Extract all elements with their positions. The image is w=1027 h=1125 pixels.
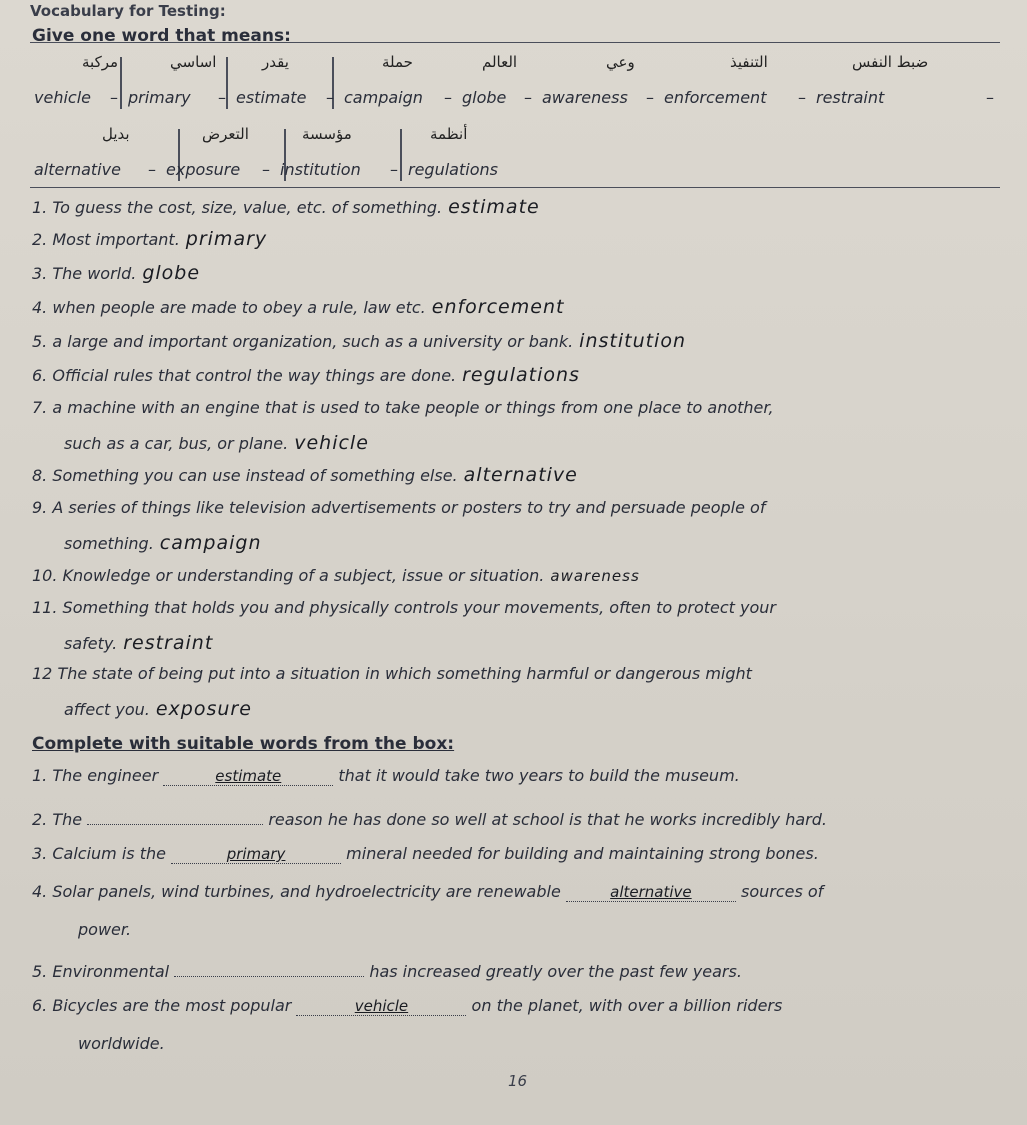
box-word: campaign	[344, 88, 423, 107]
box-word: globe	[462, 88, 507, 107]
definition-item: 8. Something you can use instead of something else. alternative	[32, 464, 578, 486]
definition-item: 9. A series of things like television advertisements or posters to try and persuade people of	[32, 498, 766, 517]
arabic-gloss: التعرض	[202, 125, 249, 143]
definition-item: 12 The state of being put into a situation in which something harmful or dangerous might	[32, 664, 752, 683]
handwritten-answer: estimate	[448, 196, 540, 218]
box-word: awareness	[542, 88, 628, 107]
box-word: regulations	[408, 160, 498, 179]
handwritten-answer: campaign	[159, 532, 262, 554]
handwritten-answer: regulations	[462, 364, 580, 386]
answer-blank[interactable]: estimate	[163, 767, 333, 786]
definition-continuation: safety. restraint	[64, 632, 214, 654]
sentence-item: 4. Solar panels, wind turbines, and hydroelectricity are renewable alternative sources of	[32, 882, 824, 901]
word-box-row: بديل التعرض مؤسسة أنظمة alternative – exposure – institution – regulations	[34, 125, 498, 179]
section-title-definitions: Give one word that means:	[32, 26, 291, 46]
box-word: primary	[128, 88, 191, 107]
handwritten-answer: enforcement	[431, 296, 565, 318]
handwritten-answer: restraint	[123, 632, 214, 654]
definition-continuation: affect you. exposure	[64, 698, 252, 720]
handwritten-answer: alternative	[463, 464, 578, 486]
arabic-gloss: أنظمة	[430, 125, 468, 143]
arabic-gloss: ضبط النفس	[852, 53, 929, 71]
arabic-gloss: اساسي	[170, 53, 217, 71]
definition-item: 10. Knowledge or understanding of a subject, issue or situation. awareness	[32, 566, 640, 585]
column-divider	[120, 57, 122, 109]
arabic-gloss: مركبة	[82, 53, 119, 71]
definition-item: 11. Something that holds you and physically controls your movements, often to protect your	[32, 598, 776, 617]
answer-blank[interactable]: primary	[171, 845, 341, 864]
definition-continuation: such as a car, bus, or plane. vehicle	[64, 432, 369, 454]
box-word: enforcement	[664, 88, 767, 107]
sentence-item: 6. Bicycles are the most popular vehicle on the planet, with over a billion riders	[32, 996, 783, 1015]
answer-blank[interactable]: vehicle	[296, 997, 466, 1016]
box-word: institution	[280, 160, 361, 179]
word-box	[30, 42, 1000, 188]
definition-item: 3. The world. globe	[32, 262, 201, 284]
box-word: vehicle	[34, 88, 91, 107]
answer-blank[interactable]: alternative	[566, 883, 736, 902]
sentence-item: 3. Calcium is the primary mineral needed for building and maintaining strong bones.	[32, 844, 819, 863]
handwritten-answer: primary	[185, 228, 268, 250]
arabic-gloss: بديل	[102, 125, 130, 143]
definition-continuation: something. campaign	[64, 532, 262, 554]
page-header: Vocabulary for Testing:	[30, 2, 226, 20]
definition-item: 4. when people are made to obey a rule, law etc. enforcement	[32, 296, 565, 318]
definition-item: 7. a machine with an engine that is used to take people or things from one place to another,	[32, 398, 774, 417]
column-divider	[400, 129, 402, 181]
handwritten-answer: institution	[579, 330, 687, 352]
box-word: exposure	[166, 160, 241, 179]
sentence-item: 2. The reason he has done so well at school is that he works incredibly hard.	[32, 806, 827, 829]
definition-item: 5. a large and important organization, such as a university or bank. institution	[32, 330, 687, 352]
box-word: estimate	[236, 88, 307, 107]
arabic-gloss: العالم	[482, 53, 518, 71]
answer-blank[interactable]	[174, 958, 364, 977]
arabic-gloss: التنفيذ	[730, 53, 768, 71]
page-number: 16	[508, 1072, 528, 1090]
sentence-item: 1. The engineer estimate that it would take two years to build the museum.	[32, 766, 740, 785]
arabic-gloss: مؤسسة	[302, 125, 352, 143]
handwritten-answer: globe	[142, 262, 201, 284]
section-title-complete: Complete with suitable words from the box:	[32, 734, 455, 754]
box-word: restraint	[816, 88, 885, 107]
box-word: alternative	[34, 160, 121, 179]
definition-item: 6. Official rules that control the way things are done. regulations	[32, 364, 580, 386]
sentence-continuation: worldwide.	[78, 1034, 165, 1053]
handwritten-answer: exposure	[155, 698, 252, 720]
arabic-gloss: حملة	[382, 53, 413, 71]
arabic-gloss: يقدر	[262, 53, 289, 71]
handwritten-answer: awareness	[550, 567, 640, 585]
handwritten-answer: vehicle	[294, 432, 369, 454]
word-box-row: مركبة اساسي يقدر حملة العالم وعي التنفيذ ضبط النفس vehicle – primary – estimate – campaign – globe – awareness – enforcement – restraint –	[34, 53, 994, 107]
sentence-continuation: power.	[78, 920, 132, 939]
definition-item: 2. Most important. primary	[32, 228, 268, 250]
arabic-gloss: وعي	[606, 53, 635, 71]
definition-item: 1. To guess the cost, size, value, etc. of something. estimate	[32, 196, 540, 218]
column-divider	[226, 57, 228, 109]
sentence-item: 5. Environmental has increased greatly over the past few years.	[32, 958, 742, 981]
answer-blank[interactable]	[87, 806, 263, 825]
